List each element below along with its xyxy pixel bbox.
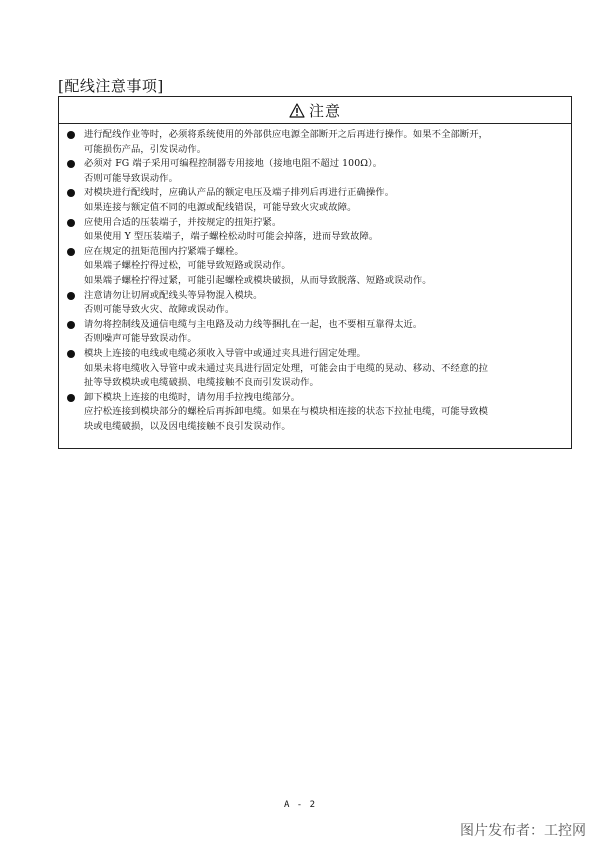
list-item bbox=[67, 347, 565, 391]
item-text: 必须对 FG 端子采用可编程控制器专用接地（接地电阻不超过 100Ω）。 否则可能导致误动作。 bbox=[84, 158, 383, 184]
item-text: 模块上连接的电线或电缆必须收入导管中或通过夹具进行固定处理。 如果未将电缆收入导管中或未通过夹具进行固定处理，可能会由于电缆的晃动、移动、不经意的拉 扯等导致模块或电缆破损、电缆接触不良而引发误动作。 bbox=[84, 347, 489, 389]
list-item bbox=[67, 391, 565, 435]
list-item bbox=[67, 186, 565, 215]
bullet-icon bbox=[67, 292, 75, 300]
item-text: 注意请勿让切屑或配线头等异物混入模块。 否则可能导致火灾、故障或误动作。 bbox=[84, 289, 263, 316]
item-text: 对模块进行配线时，应确认产品的额定电压及端子排列后再进行正确操作。 如果连接与额定值不同的电源或配线错误，可能导致火灾或故障。 bbox=[84, 187, 395, 213]
list-item bbox=[67, 289, 565, 318]
caution-box bbox=[58, 96, 572, 449]
caution-list bbox=[59, 124, 571, 434]
bullet-icon bbox=[67, 160, 75, 168]
item-text: 进行配线作业等时，必须将系统使用的外部供应电源全部断开之后再进行操作。如果不全部断开， 可能损伤产品，引发误动作。 bbox=[84, 129, 489, 155]
list-item bbox=[67, 216, 565, 245]
warning-triangle-icon bbox=[289, 103, 305, 118]
bullet-icon bbox=[67, 394, 75, 402]
list-item bbox=[67, 318, 565, 347]
page-number: A - 2 bbox=[283, 800, 317, 810]
bullet-icon bbox=[67, 321, 75, 329]
item-text: 应在规定的扭矩范围内拧紧端子螺栓。 如果端子螺栓拧得过松，可能导致短路或误动作。 如果端子螺栓拧得过紧，可能引起螺栓或模块破损，从而导致脱落、短路或误动作。 bbox=[84, 245, 432, 286]
caution-header bbox=[59, 97, 571, 124]
list-item bbox=[67, 157, 565, 186]
list-item bbox=[67, 245, 565, 289]
bullet-icon bbox=[67, 189, 75, 197]
section-title: [配线注意事项] bbox=[58, 77, 164, 95]
bullet-icon bbox=[67, 350, 75, 358]
item-text: 应使用合适的压装端子，并按规定的扭矩拧紧。 如果使用 Y 型压装端子，端子螺栓松动时可能会掉落，进而导致故障。 bbox=[84, 216, 379, 243]
bullet-icon bbox=[67, 248, 75, 256]
watermark: 图片发布者：工控网 bbox=[460, 823, 586, 839]
bullet-icon bbox=[67, 131, 75, 139]
bullet-icon bbox=[67, 219, 75, 227]
caution-heading: 注意 bbox=[308, 101, 341, 120]
item-text: 请勿将控制线及通信电缆与主电路及动力线等捆扎在一起，也不要相互靠得太近。 否则噪声可能导致误动作。 bbox=[84, 318, 423, 345]
item-text: 卸下模块上连接的电缆时，请勿用手拉拽电缆部分。 应拧松连接到模块部分的螺栓后再拆卸电缆。如果在与模块相连接的状态下拉扯电缆，可能导致模 块或电缆破损，以及因电缆接触不良引发误动作。 bbox=[84, 391, 489, 432]
list-item bbox=[67, 128, 565, 157]
